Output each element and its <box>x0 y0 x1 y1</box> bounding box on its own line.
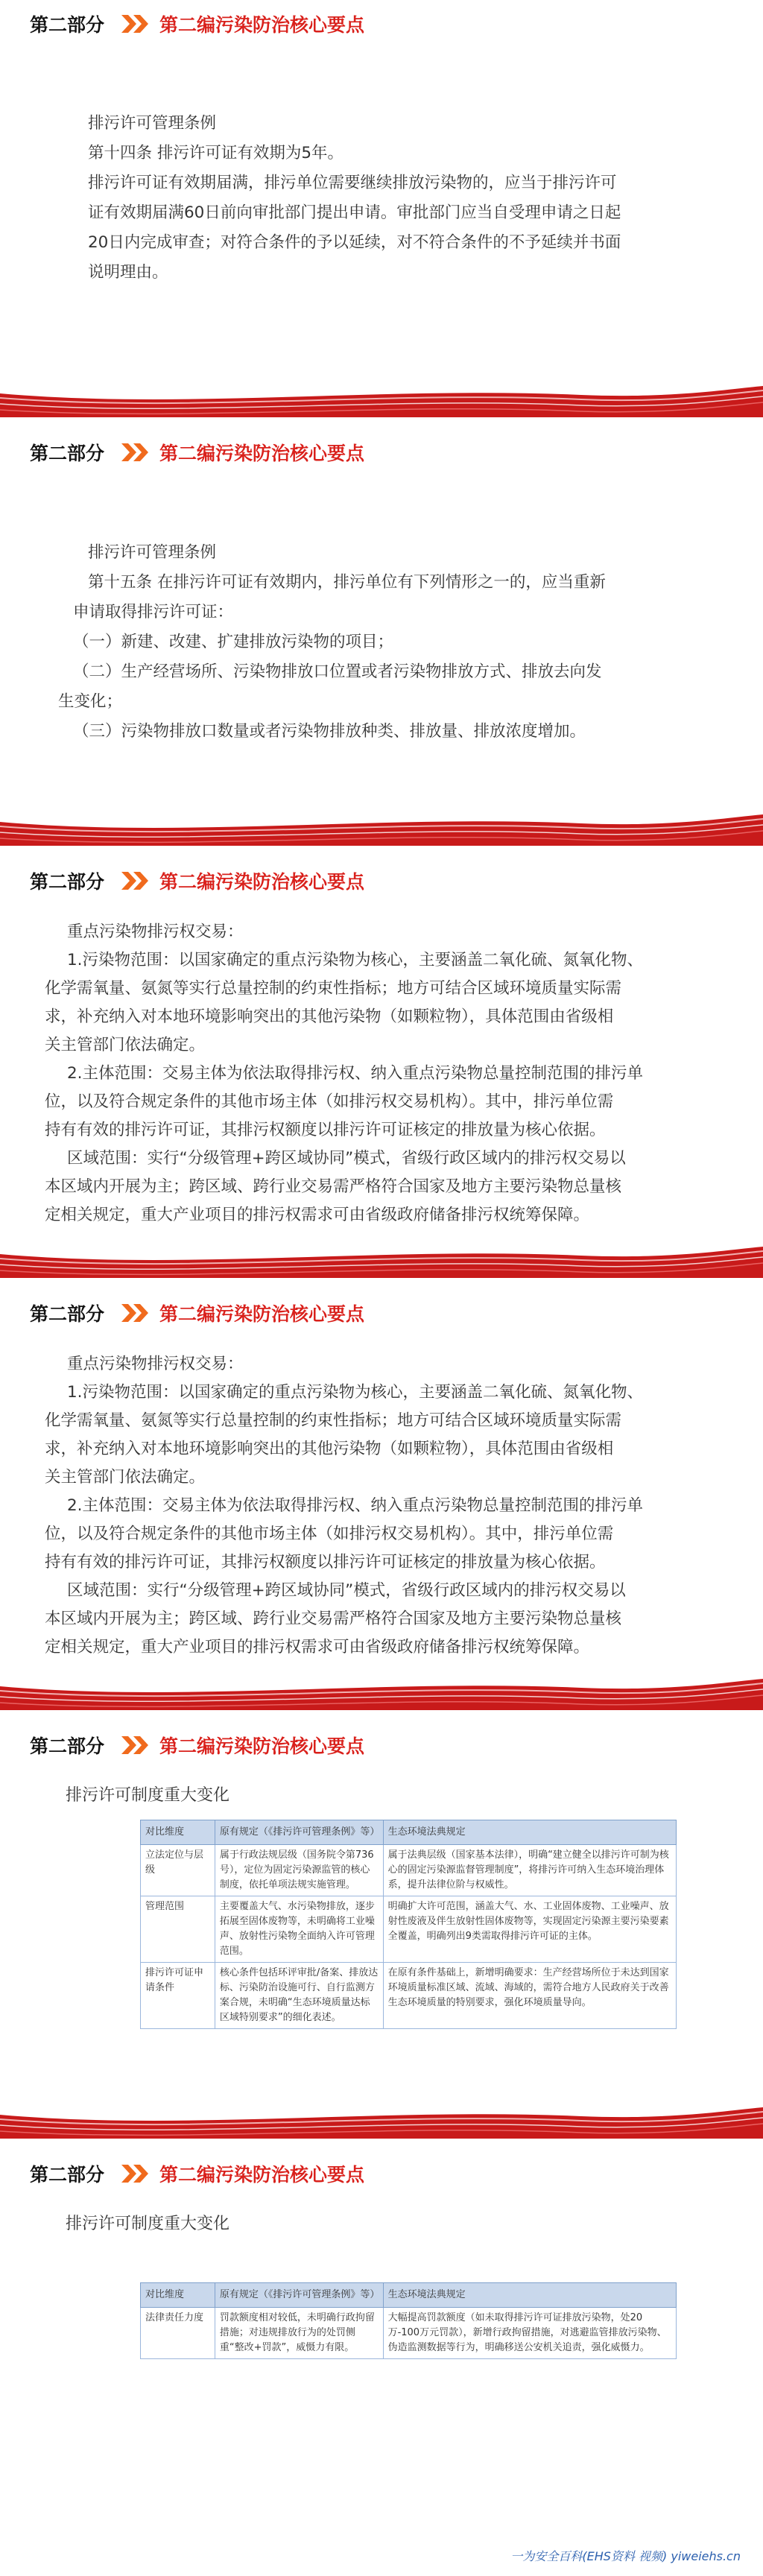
body-line: 说明理由。 <box>88 263 168 282</box>
column-header: 对比维度 <box>141 1820 215 1845</box>
red-wave-band <box>0 380 763 417</box>
part-label: 第二部分 <box>30 14 105 36</box>
section-title: 第二编污染防治核心要点 <box>159 2164 365 2186</box>
column-header: 原有规定（《排污许可管理条例》等） <box>215 2283 383 2308</box>
slide-header <box>0 428 763 473</box>
slide-body <box>45 918 718 1230</box>
red-wave-band <box>0 1241 763 1278</box>
section-title: 第二编污染防治核心要点 <box>159 1735 365 1757</box>
body-line: 2.主体范围：交易主体为依法取得排污权、纳入重点污染物总量控制范围的排污单 <box>67 1496 644 1515</box>
slide-subtitle: 排污许可制度重大变化 <box>66 2215 230 2233</box>
body-line: 区域范围：实行“分级管理+跨区域协同”模式，省级行政区域内的排污权交易以 <box>67 1581 626 1600</box>
double-arrow-icon <box>118 13 152 34</box>
double-arrow-icon <box>118 870 152 891</box>
table-cell: 立法定位与层级 <box>141 1845 215 1896</box>
body-line: 持有有效的排污许可证，其排污权额度以排污许可证核定的排放量为核心依据。 <box>45 1121 606 1139</box>
slide-body <box>58 109 705 288</box>
table-row <box>141 1845 677 1896</box>
table-cell: 核心条件包括环评审批/备案、排放达标、污染防治设施可行、自行监测方案合规，未明确“生态环境质量达标区域特别要求”的细化表述。 <box>215 1963 383 2029</box>
section-title: 第二编污染防治核心要点 <box>159 871 365 893</box>
list-item: （一）新建、改建、扩建排放污染物的项目； <box>73 633 394 651</box>
table-header-row <box>141 1820 677 1845</box>
table-cell: 属于行政法规层级（国务院令第736号），定位为固定污染源监管的核心制度，依托单项法规实施管理。 <box>215 1845 383 1896</box>
column-header: 生态环境法典规定 <box>383 2283 676 2308</box>
table-header-row <box>141 2283 677 2308</box>
table-cell: 排污许可证申请条件 <box>141 1963 215 2029</box>
body-line: 本区域内开展为主；跨区域、跨行业交易需严格符合国家及地方主要污染物总量核 <box>45 1177 622 1196</box>
slide-6 <box>0 2150 763 2576</box>
part-label: 第二部分 <box>30 1303 105 1325</box>
body-line: 位，以及符合规定条件的其他市场主体（如排污权交易机构）。其中，排污单位需 <box>45 1092 614 1111</box>
body-line: 申请取得排污许可证： <box>73 603 234 621</box>
body-line: 20日内完成审查；对符合条件的予以延续，对不符合条件的不予延续并书面 <box>88 233 621 252</box>
article-line: 第十四条 排污许可证有效期为5年。 <box>88 144 344 162</box>
slide-body <box>58 538 705 747</box>
part-label: 第二部分 <box>30 1735 105 1757</box>
part-label: 第二部分 <box>30 2164 105 2186</box>
body-line: 求，补充纳入对本地环境影响突出的其他污染物（如颗粒物），具体范围由省级相 <box>45 1007 614 1026</box>
double-arrow-icon <box>118 2163 152 2184</box>
table-cell: 主要覆盖大气、水污染物排放，逐步拓展至固体废物等，未明确将工业噪声、放射性污染物全面纳入许可管理范围。 <box>215 1896 383 1963</box>
red-wave-band <box>0 2101 763 2139</box>
body-line: 位，以及符合规定条件的其他市场主体（如排污权交易机构）。其中，排污单位需 <box>45 1525 614 1543</box>
red-wave-band <box>0 808 763 846</box>
footer-watermark: 一为安全百科(EHS资料 视频) yiweiehs.cn <box>510 2549 741 2563</box>
body-line: 定相关规定，重大产业项目的排污权需求可由省级政府储备排污权统筹保障。 <box>45 1206 590 1224</box>
section-title: 第二编污染防治核心要点 <box>159 14 365 36</box>
body-line: 区域范围：实行“分级管理+跨区域协同”模式，省级行政区域内的排污权交易以 <box>67 1149 626 1168</box>
table-row <box>141 1963 677 2029</box>
column-header: 生态环境法典规定 <box>383 1820 676 1845</box>
law-title: 排污许可管理条例 <box>88 543 217 562</box>
law-title: 排污许可管理条例 <box>88 114 217 133</box>
slide-3 <box>0 857 763 1278</box>
slide-4 <box>0 1289 763 1710</box>
section-heading: 重点污染物排污权交易： <box>67 1355 244 1373</box>
section-heading: 重点污染物排污权交易： <box>67 923 244 941</box>
table-cell: 罚款额度相对较低，未明确行政拘留措施；对违规排放行为的处罚侧重“整改+罚款”，威慑力有限。 <box>215 2308 383 2359</box>
body-line: 1.污染物范围：以国家确定的重点污染物为核心，主要涵盖二氧化硫、氮氧化物、 <box>67 1383 644 1402</box>
slide-1 <box>0 0 763 417</box>
double-arrow-icon <box>118 1735 152 1756</box>
body-line: 关主管部门依法确定。 <box>45 1468 206 1487</box>
part-label: 第二部分 <box>30 443 105 464</box>
slide-header <box>0 0 763 45</box>
body-line: 排污许可证有效期届满，排污单位需要继续排放污染物的，应当于排污许可 <box>88 174 617 192</box>
slide-body <box>45 1350 718 1662</box>
body-line: 2.主体范围：交易主体为依法取得排污权、纳入重点污染物总量控制范围的排污单 <box>67 1064 644 1083</box>
table-cell: 属于法典层级（国家基本法律），明确“建立健全以排污许可制为核心的固定污染源监督管理制度”，将排污许可纳入生态环境治理体系，提升法律位阶与权威性。 <box>383 1845 676 1896</box>
body-line: 化学需氧量、氨氮等实行总量控制的约束性指标；地方可结合区域环境质量实际需 <box>45 1411 622 1430</box>
body-line: 证有效期届满60日前向审批部门提出申请。审批部门应当自受理申请之日起 <box>88 203 621 222</box>
body-line: 关主管部门依法确定。 <box>45 1036 206 1054</box>
slide-header <box>0 857 763 902</box>
part-label: 第二部分 <box>30 871 105 893</box>
list-item: （三）污染物排放口数量或者污染物排放种类、排放量、排放浓度增加。 <box>73 722 586 741</box>
body-line: 生变化； <box>58 692 123 711</box>
body-line: 化学需氧量、氨氮等实行总量控制的约束性指标；地方可结合区域环境质量实际需 <box>45 979 622 998</box>
table-cell: 大幅提高罚款额度（如未取得排污许可证排放污染物，处20万-100万元罚款），新增行政拘留措施，对逃避监管排放污染物、伪造监测数据等行为，明确移送公安机关追责，强化威慑力。 <box>383 2308 676 2359</box>
table-row <box>141 1896 677 1963</box>
body-line: 定相关规定，重大产业项目的排污权需求可由省级政府储备排污权统筹保障。 <box>45 1638 590 1656</box>
slide-header <box>0 1721 763 1766</box>
double-arrow-icon <box>118 442 152 463</box>
body-line: 1.污染物范围：以国家确定的重点污染物为核心，主要涵盖二氧化硫、氮氧化物、 <box>67 951 644 969</box>
table-row <box>141 2308 677 2359</box>
list-item: （二）生产经营场所、污染物排放口位置或者污染物排放方式、排放去向发 <box>73 662 602 681</box>
column-header: 原有规定（《排污许可管理条例》等） <box>215 1820 383 1845</box>
section-title: 第二编污染防治核心要点 <box>159 443 365 464</box>
slide-header <box>0 1289 763 1334</box>
section-title: 第二编污染防治核心要点 <box>159 1303 365 1325</box>
table-cell: 明确扩大许可范围，涵盖大气、水、工业固体废物、工业噪声、放射性废液及伴生放射性固体废物等，实现固定污染源主要污染要素全覆盖，明确列出9类需取得排污许可证的主体。 <box>383 1896 676 1963</box>
slide-2 <box>0 428 763 846</box>
comparison-table <box>140 2282 677 2359</box>
table-cell: 法律责任力度 <box>141 2308 215 2359</box>
body-line: 持有有效的排污许可证，其排污权额度以排污许可证核定的排放量为核心依据。 <box>45 1553 606 1572</box>
double-arrow-icon <box>118 1303 152 1323</box>
body-line: 本区域内开展为主；跨区域、跨行业交易需严格符合国家及地方主要污染物总量核 <box>45 1610 622 1628</box>
column-header: 对比维度 <box>141 2283 215 2308</box>
article-line: 第十五条 在排污许可证有效期内，排污单位有下列情形之一的，应当重新 <box>88 573 606 592</box>
slide-5 <box>0 1721 763 2139</box>
table-cell: 在原有条件基础上，新增明确要求：生产经营场所位于未达到国家环境质量标准区域、流域、海域的，需符合地方人民政府关于改善生态环境质量的特别要求，强化环境质量导向。 <box>383 1963 676 2029</box>
table-cell: 管理范围 <box>141 1896 215 1963</box>
red-wave-band <box>0 1673 763 1710</box>
slide-header <box>0 2150 763 2194</box>
slide-subtitle: 排污许可制度重大变化 <box>66 1786 230 1805</box>
comparison-table <box>140 1820 677 2029</box>
body-line: 求，补充纳入对本地环境影响突出的其他污染物（如颗粒物），具体范围由省级相 <box>45 1440 614 1458</box>
